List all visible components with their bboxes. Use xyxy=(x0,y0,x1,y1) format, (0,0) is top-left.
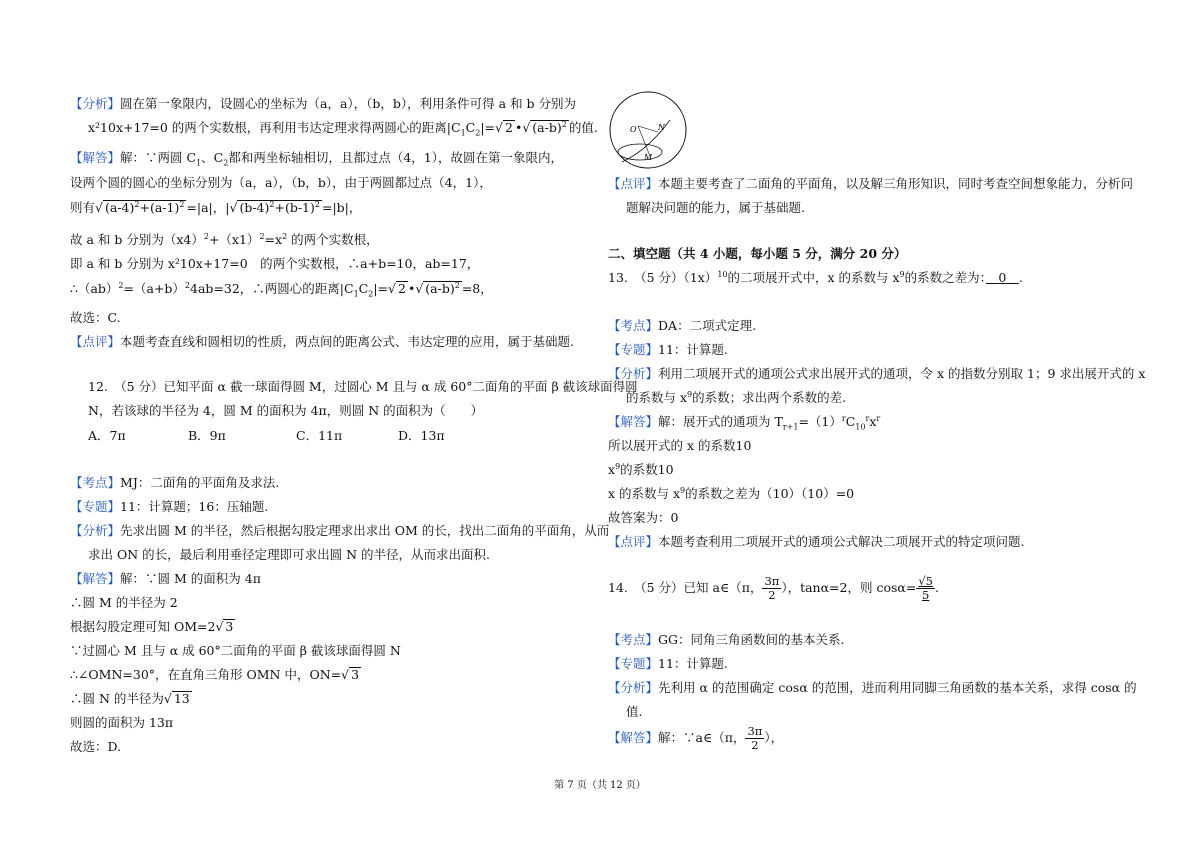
page-footer: 第 7 页（共 12 页） xyxy=(554,780,646,791)
q12-point: 【考点】MJ：二面角的平面角及求法. xyxy=(70,475,280,490)
q12-solution-line-3: 根据勾股定理可知 OM=2√ 3 xyxy=(70,619,234,634)
q11-solution-line-6: $\therefore(ab)^2=(a+b)^24ab=32$，∴两圆心的距离$|C_1C_2|=√$ 2 •√ $(a-b)^2 =8$， xyxy=(70,280,493,299)
q13-solution-line-2: 所以展开式的 x 的系数10 xyxy=(608,438,752,453)
q12-solution-line-5: ∴∠OMN=30°，在直角三角形 OMN 中，ON=√ 3 xyxy=(70,667,360,682)
q12-stem-line-2: N，若该球的半径为 4，圆 M 的面积为 4π，则圆 N 的面积为（ ） xyxy=(88,403,484,418)
q11-solution-line-1: 【解答】解：∵两圆 $C_1$、$C_2$都和两坐标轴相切，且都过点（4，1），故圆在第一象限内， xyxy=(70,150,563,168)
q11-analysis-line-1: 【分析】圆在第一象限内，设圆心的坐标为（a，a），（b，b），利用条件可得 a 和 b 分别为 xyxy=(70,96,577,111)
q14-solution-line-1: 【解答】解：∵a∈（π， $\frac{3\pi}{2}$ ）， xyxy=(608,724,784,752)
q12-solution-line-7: 则圆的面积为 13π xyxy=(70,715,174,730)
q13-analysis-line-1: 【分析】利用二项展开式的通项公式求出展开式的通项，令 x 的指数分别取 1；9 求出展开式的 x xyxy=(608,366,1146,381)
figure-label-m: M xyxy=(644,153,653,162)
review-tag: 【点评】 xyxy=(70,334,121,349)
q13-answer: 0 xyxy=(985,270,1019,285)
q12-analysis-line-1: 【分析】先求出圆 M 的半径，然后根据勾股定理求出求出 OM 的长，找出二面角的平面角，从而 xyxy=(70,523,610,538)
q11-solution-line-5: 即 a 和 b 分别为 x²10x+17=0 的两个实数根，∴a+b=10，ab=17， xyxy=(70,256,480,271)
q11-analysis-line-2: x²10x+17=0 的两个实数根，再利用韦达定理求得两圆心的距离$|C_1C_2|=√$ 2 •√ $(a-b)^2$ 的值. xyxy=(88,119,598,138)
q12-option-a: A．7π xyxy=(88,428,126,443)
q12-option-c: C．11π xyxy=(296,428,343,443)
q12-review-line-1: 【点评】本题主要考查了二面角的平面角，以及解三角形知识，同时考查空间想象能力，分析问 xyxy=(608,176,1134,191)
q13-solution-line-5: 故答案为：0 xyxy=(608,510,679,525)
figure-label-o: O xyxy=(630,125,637,134)
q12-solution-line-8: 故选：D. xyxy=(70,739,122,754)
q14-analysis-line-2: 值. xyxy=(626,704,643,719)
q14-stem: 14. （5 分）已知 a∈（π， $\frac{3\pi}{2}$ ），tanα=2，则 cosα= $\frac{√5}{5}$ . xyxy=(608,574,939,602)
section-title: 二、填空题（共 4 小题，每小题 5 分，满分 20 分） xyxy=(608,246,907,261)
q13-review: 【点评】本题考查利用二项展开式的通项公式解决二项展开式的特定项问题. xyxy=(608,534,1025,549)
q14-answer: $\frac{√5}{5}$ xyxy=(918,574,933,602)
q11-solution-line-2: 设两个圆的圆心的坐标分别为（a，a），（b，b），由于两圆都过点（4，1）， xyxy=(70,175,492,190)
q14-analysis-line-1: 【分析】先利用 α 的范围确定 cosα 的范围，进而利用同脚三角函数的基本关系，求得 cosα 的 xyxy=(608,680,1137,695)
solution-tag: 【解答】 xyxy=(70,150,121,165)
q14-point: 【考点】GG：同角三角函数间的基本关系. xyxy=(608,632,845,647)
q12-solution-line-4: ∵过圆心 M 且与 α 成 60°二面角的平面 β 截该球面得圆 N xyxy=(70,643,401,658)
q13-analysis-line-2: 的系数与 $x^9$的系数；求出两个系数的差. xyxy=(626,389,847,405)
q13-point: 【考点】DA：二项式定理. xyxy=(608,318,757,333)
q12-solution-line-2: ∴圆 M 的半径为 2 xyxy=(70,595,178,610)
q12-solution-line-1: 【解答】解：∵圆 M 的面积为 4π xyxy=(70,571,261,586)
q12-solution-line-6: ∴圆 N 的半径为√ 13 xyxy=(70,691,190,706)
q12-option-d: D．13π xyxy=(398,428,445,443)
sphere-figure xyxy=(608,90,688,170)
q11-solution-line-3: 则有√ $(a-4)^2+(a-1)^2 =|a|$，|√ $(b-4)^2+(b-1)^2 =|b|$， xyxy=(70,199,362,215)
figure-label-n: N xyxy=(658,123,665,132)
q13-solution-line-1: 【解答】解：展开式的通项为 $T_{r+1}=(1)^rC_{10}^rx^r$ xyxy=(608,413,881,432)
analysis-tag: 【分析】 xyxy=(70,96,121,111)
q11-solution-line-4: 故 a 和 b 分别为$(x4)^2+(x1)^2=x^2$ 的两个实数根， xyxy=(70,231,379,247)
q12-option-b: B．9π xyxy=(188,428,226,443)
q13-solution-line-3: $x^9$的系数10 xyxy=(608,461,674,477)
q13-solution-line-4: x 的系数与 $x^9$的系数之差为（10）（10）=0 xyxy=(608,485,855,501)
q13-stem: 13. （5 分）$(1x)^{10}$的二项展开式中，x 的系数与 $x^9$的系数之差为： 0 . xyxy=(608,269,1023,285)
q12-stem-line-1: 12. （5 分）已知平面 α 截一球面得圆 M，过圆心 M 且与 α 成 60°二面角的平面 β 截该球面得圆 xyxy=(88,379,638,394)
q11-review: 【点评】本题考查直线和圆相切的性质，两点间的距离公式、韦达定理的应用，属于基础题. xyxy=(70,334,574,349)
q13-topic: 【专题】11：计算题. xyxy=(608,342,728,357)
q14-topic: 【专题】11：计算题. xyxy=(608,656,728,671)
q12-review-line-2: 题解决问题的能力，属于基础题. xyxy=(626,200,805,215)
q12-topic: 【专题】11：计算题；16：压轴题. xyxy=(70,499,269,514)
q11-solution-line-7: 故选：C. xyxy=(70,310,121,325)
q12-analysis-line-2: 求出 ON 的长，最后利用垂径定理即可求出圆 N 的半径，从而求出面积. xyxy=(88,547,490,562)
